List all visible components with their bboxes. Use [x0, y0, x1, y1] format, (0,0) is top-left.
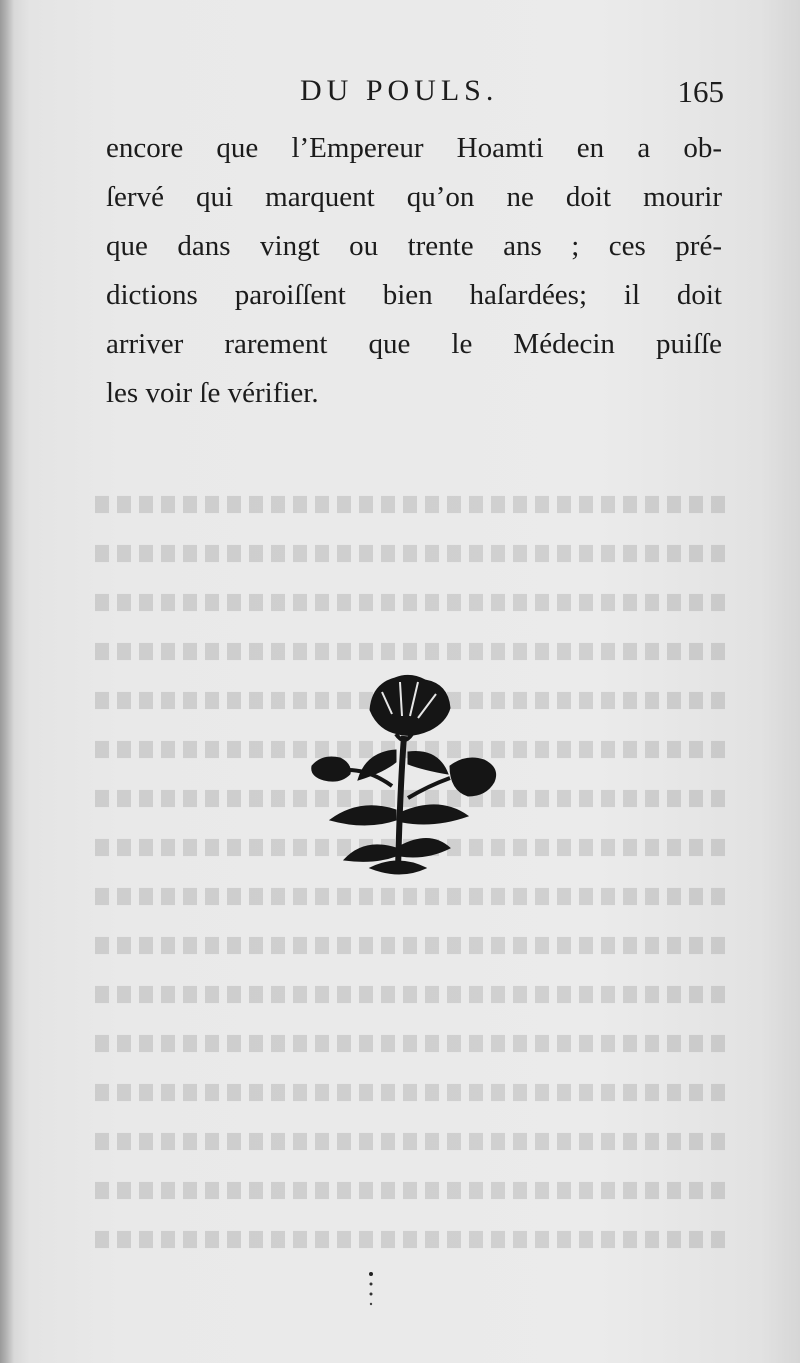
text-line-1: encore que l’Empereur Hoamti en a ob-: [106, 132, 722, 164]
page-fold-shadow: [0, 0, 14, 1363]
text-line-3: que dans vingt ou trente ans ; ces pré-: [106, 230, 722, 262]
page-number: 165: [677, 74, 724, 109]
carnation-flower-vignette-icon: [300, 670, 510, 890]
text-line-5: arriver rarement que le Médecin puiſſe: [106, 328, 722, 360]
text-line-4: dictions paroiſſent bien haſardées; il doit: [106, 279, 722, 311]
text-line-6: les voir ſe vérifier.: [106, 377, 319, 409]
bottom-spine-mark: [366, 1270, 376, 1310]
running-head: [300, 74, 730, 118]
running-title: DU POULS.: [300, 74, 499, 107]
body-text: [106, 124, 722, 418]
text-line-2: ſervé qui marquent qu’on ne doit mourir: [106, 181, 722, 213]
